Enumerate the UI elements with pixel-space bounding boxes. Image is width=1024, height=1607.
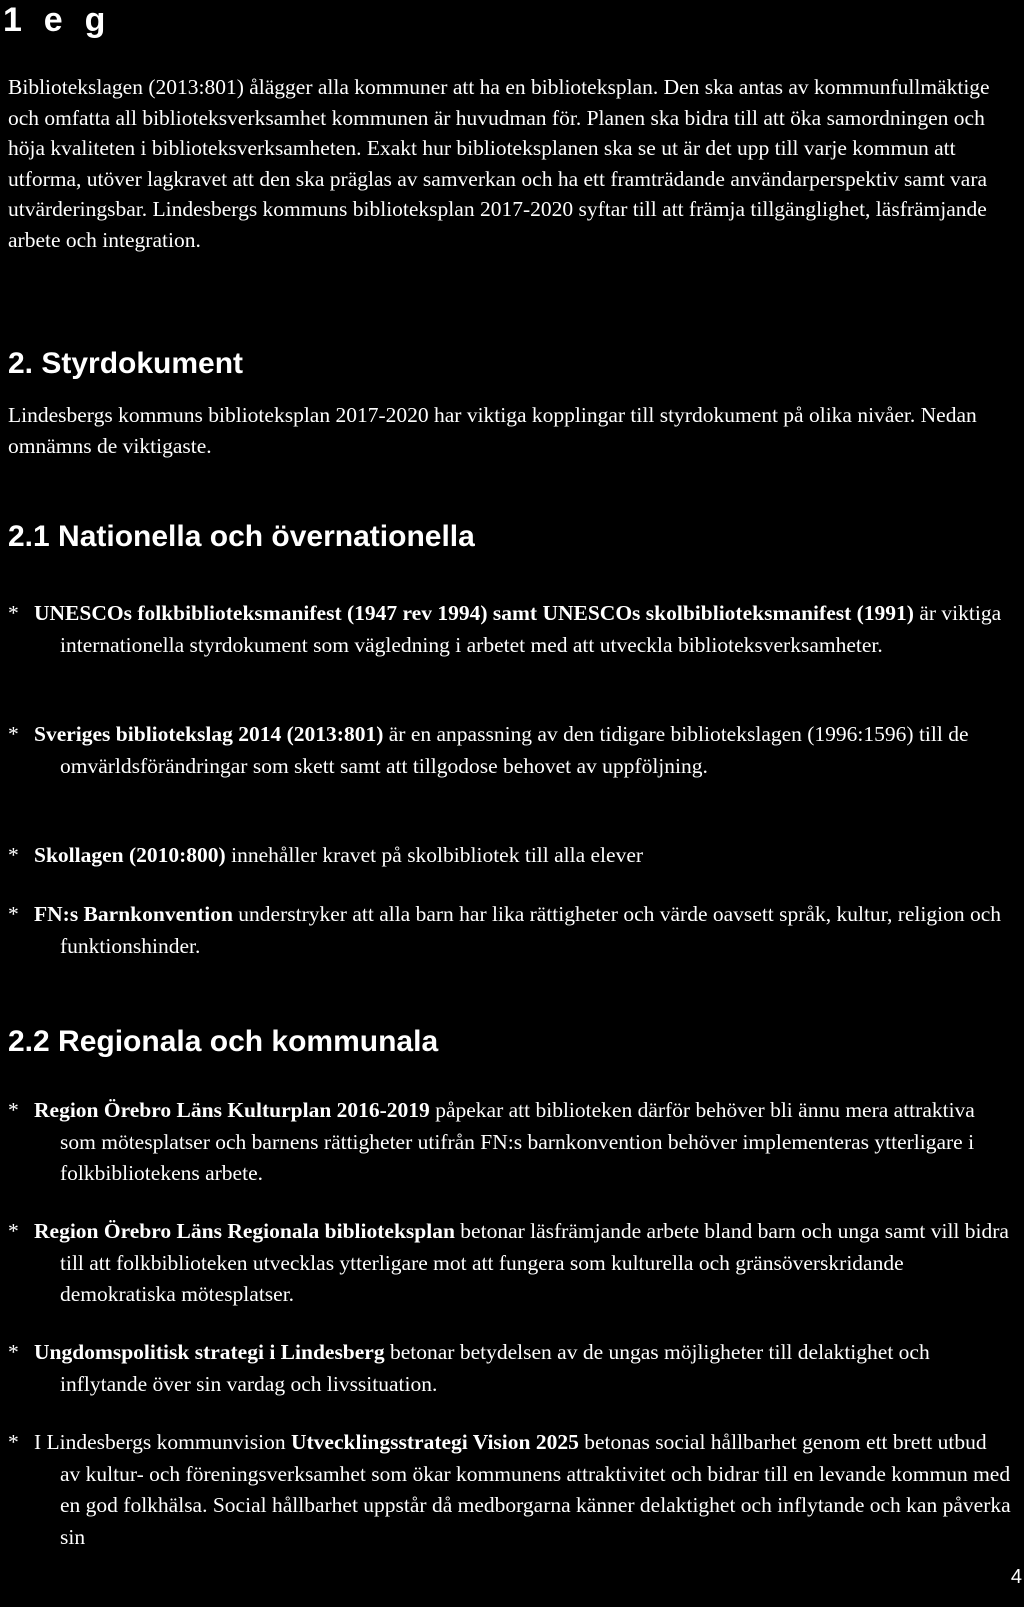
item-bold-title: UNESCOs folkbiblioteksmanifest (1947 rev 1994) samt UNESCOs skolbiblioteksmanifest (1991) [34,601,914,625]
item-bold-title: Region Örebro Läns Regionala biblioteksplan [34,1219,455,1243]
list-item-text: Region Örebro Läns Regionala biblioteksplan betonar läsfrämjande arbete bland barn och unga samt vill bidra till att folkbiblioteken utvecklas ytterligare mot att fungera som kulturella och gränsöverskridande demokratiska mötesplatser. [34,1219,1009,1306]
bullet-star: * [8,722,19,746]
list-item-text: Sveriges bibliotekslag 2014 (2013:801) är en anpassning av den tidigare bibliotekslagen (1996:1596) till de omvärldsförändringar som skett samt att tillgodose behovet av uppföljning. [34,722,969,778]
list-item-bibliotekslag [8,719,1012,782]
bullet-star: * [8,601,19,625]
list-item-text: Skollagen (2010:800) innehåller kravet på skolbibliotek till alla elever [34,843,644,867]
bullet-star: * [8,1340,19,1364]
intro-paragraph: Bibliotekslagen (2013:801) ålägger alla kommuner att ha en biblioteksplan. Den ska antas av kommunfullmäktige och omfatta all biblioteksverksamhet kommunen är huvudman för. Planen ska bidra till att öka samordningen och höja kvaliteten i biblioteksverksamheten. Exakt hur biblioteksplanen ska se ut är det upp till varje kommun att utforma, utöver lagkravet att den ska präglas av samverkan och ha ett framträdande användarperspektiv samt vara utvärderingsbar. Lindesbergs kommuns biblioteksplan 2017-2020 syftar till att främja tillgänglighet, läsfrämjande arbete och integration. [8,75,990,252]
list-item-unesco [8,598,1012,661]
list-item-skollagen [8,840,1012,872]
section-heading-2-2: 2.2 Regionala och kommunala [8,1025,439,1058]
list-item-kommunvision [8,1427,1012,1553]
list-item-text: I Lindesbergs kommunvision Utvecklingsstrategi Vision 2025 betonas social hållbarhet genom ett brett utbud av kultur- och föreningsverksamhet som ökar kommunens attraktivitet och bidrar till en levande kommun med en god folkhälsa. Social hållbarhet uppstår då medborgarna känner delaktighet och inflytande och kan påverka sin [34,1430,1011,1549]
bullet-star: * [8,1430,19,1454]
bullet-star: * [8,843,19,867]
item-bold-title: Region Örebro Läns Kulturplan 2016-2019 [34,1098,430,1122]
styrdokument-paragraph: Lindesbergs kommuns biblioteksplan 2017-2020 har viktiga kopplingar till styrdokument på olika nivåer. Nedan omnämns de viktigaste. [8,403,977,458]
list-item-text: UNESCOs folkbiblioteksmanifest (1947 rev 1994) samt UNESCOs skolbiblioteksmanifest (1991) är viktiga internationella styrdokument som vägledning i arbetet med att utveckla biblioteksverksamheter. [34,601,1002,657]
section-heading-2: 2. Styrdokument [8,347,244,380]
list-item-text: Ungdomspolitisk strategi i Lindesberg betonar betydelsen av de ungas möjligheter till delaktighet och inflytande över sin vardag och livssituation. [34,1340,930,1396]
section-heading-1: 1 e g [3,1,107,39]
list-item-text: FN:s Barnkonvention understryker att alla barn har lika rättigheter och värde oavsett språk, kultur, religion och funktionshinder. [34,902,1002,958]
list-item-text: Region Örebro Läns Kulturplan 2016-2019 påpekar att biblioteken därför behöver bli ännu mera attraktiva som mötesplatser och barnens rättigheter utifrån FN:s barnkonvention behöver implementeras ytterligare i folkbibliotekens arbete. [34,1098,975,1185]
item-bold-title: Sveriges bibliotekslag 2014 (2013:801) [34,722,384,746]
item-bold-title: Skollagen (2010:800) [34,843,226,867]
bullet-star: * [8,1219,19,1243]
list-item-ungdomspolitisk [8,1337,1012,1400]
item-bold-title: Ungdomspolitisk strategi i Lindesberg [34,1340,385,1364]
list-item-barnkonvention [8,899,1012,962]
item-bold-title: FN:s Barnkonvention [34,902,233,926]
item-bold-title: Utvecklingsstrategi Vision 2025 [291,1430,579,1454]
bullet-star: * [8,1098,19,1122]
section-heading-2-1: 2.1 Nationella och övernationella [8,520,475,553]
bullet-star: * [8,902,19,926]
list-item-kulturplan [8,1095,1012,1190]
page-number: 4 [1010,1566,1022,1588]
list-item-regional-biblioteksplan [8,1216,1012,1311]
